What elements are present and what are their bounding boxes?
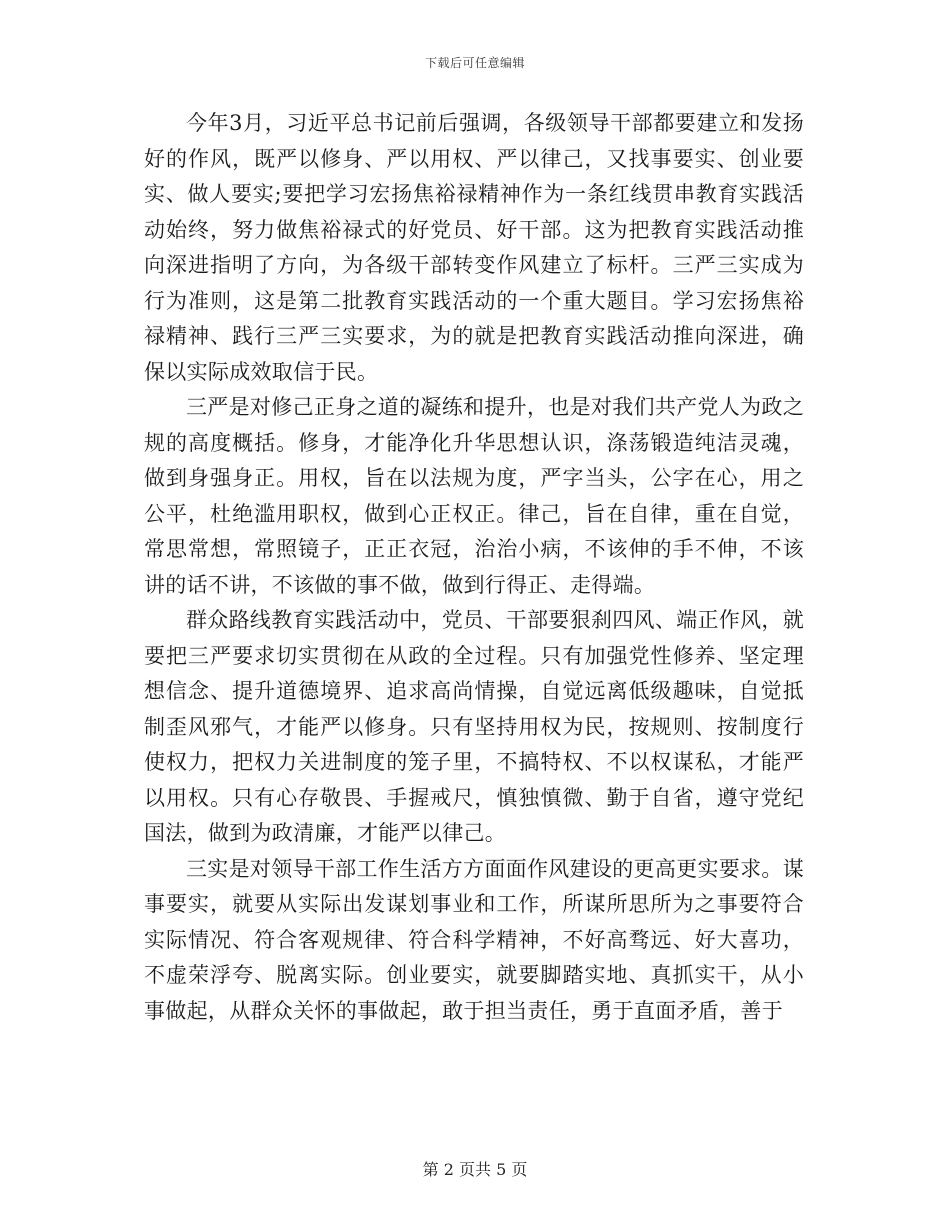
paragraph-2: 三严是对修己正身之道的凝练和提升，也是对我们共产党人为政之规的高度概括。修身，才能净化升华思想认识，涤荡锻造纯洁灵魂，做到身强身正。用权，旨在以法规为度，严字当头，公字在心，用之公平，杜绝滥用职权，做到心正权正。律己，旨在自律，重在自觉，常思常想，常照镜子，正正衣冠，治治小病，不该伸的手不伸，不该讲的话不讲，不该做的事不做，做到行得正、走得端。 [144,395,804,597]
page-number-footer: 第 2 页共 5 页 [422,1160,528,1179]
paragraph-4: 三实是对领导干部工作生活方方面面作风建设的更高更实要求。谋事要实，就要从实际出发谋划事业和工作，所谋所思所为之事要符合实际情况、符合客观规律、符合科学精神，不好高骛远、好大喜功，不虚荣浮夸、脱离实际。创业要实，就要脚踏实地、真抓实干，从小事做起，从群众关怀的事做起，敢于担当责任，勇于直面矛盾，善于 [144,856,804,1023]
paragraph-3: 群众路线教育实践活动中，党员、干部要狠刹四风、端正作风，就要把三严要求切实贯彻在从政的全过程。只有加强党性修养、坚定理想信念、提升道德境界、追求高尚情操，自觉远离低级趣味，自觉抵制歪风邪气，才能严以修身。只有坚持用权为民，按规则、按制度行使权力，把权力关进制度的笼子里，不搞特权、不以权谋私，才能严以用权。只有心存敬畏、手握戒尺，慎独慎微、勤于自省，遵守党纪国法，做到为政清廉，才能严以律己。 [144,608,804,845]
paragraph-1: 今年3月，习近平总书记前后强调，各级领导干部都要建立和发扬好的作风，既严以修身、严以用权、严以律己，又找事要实、创业要实、做人要实;要把学习宏扬焦裕禄精神作为一条红线贯串教育实践活动始终，努力做焦裕禄式的好党员、好干部。这为把教育实践活动推向深进指明了方向，为各级干部转变作风建立了标杆。三严三实成为行为准则，这是第二批教育实践活动的一个重大题目。学习宏扬焦裕禄精神、践行三严三实要求，为的就是把教育实践活动推向深进，确保以实际成效取信于民。 [144,111,804,384]
page-header-note: 下载后可任意编辑 [424,56,525,70]
document-body [144,106,804,1029]
